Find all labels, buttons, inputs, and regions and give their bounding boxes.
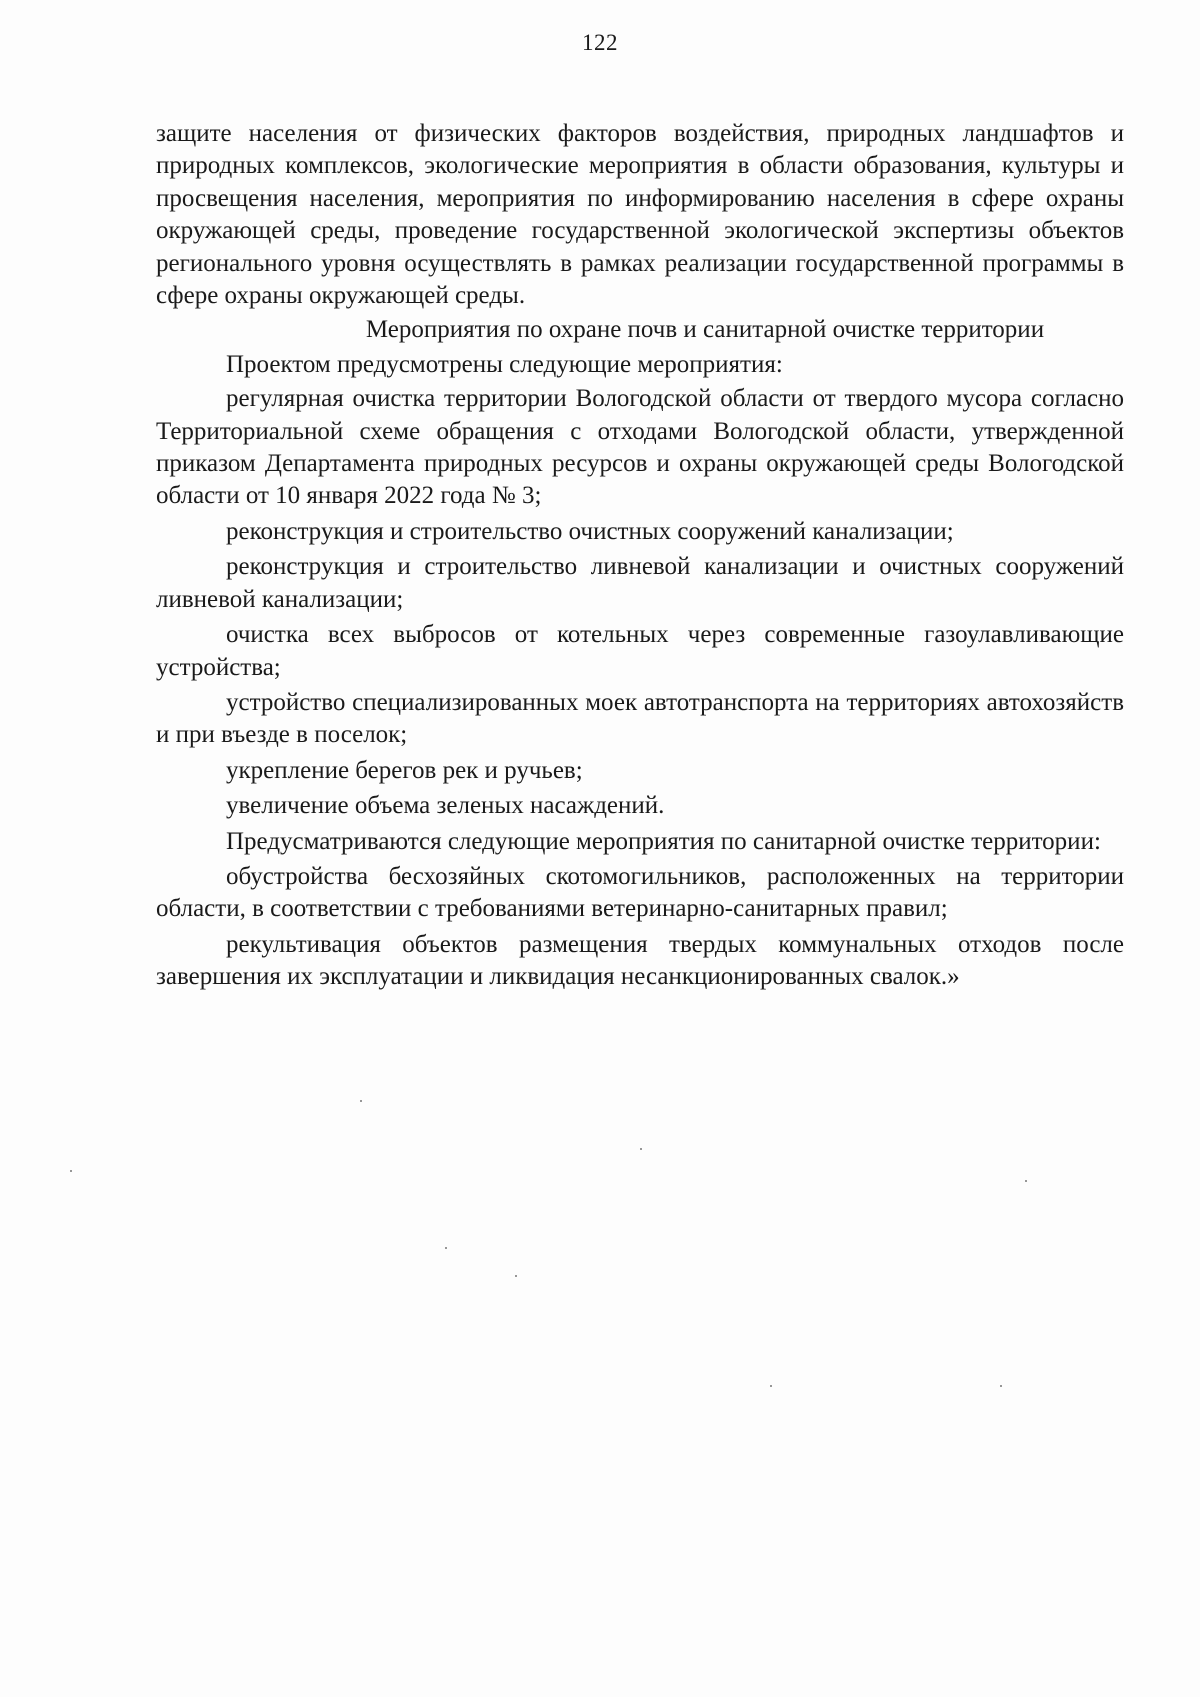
scan-speck [770, 1385, 772, 1387]
list-item: регулярная очистка территории Вологодской области от твердого мусора согласно Территориальной схеме обращения с отходами Вологодской области, утвержденной приказом Департамента природных ресурсов и охраны окружающей среды Вологодской области от 10 января 2022 года № 3; [156, 385, 1124, 510]
list-item: обустройства бесхозяйных скотомогильников, расположенных на территории области, в соответствии с требованиями ветеринарно-санитарных правил; [156, 862, 1124, 923]
list-item: укрепление берегов рек и ручьев; [226, 756, 583, 784]
scan-speck [515, 1275, 517, 1277]
scan-speck [360, 1100, 362, 1102]
section-heading: Мероприятия по охране почв и санитарной очистке территории [365, 316, 1045, 344]
page-number: 122 [582, 30, 618, 55]
paragraph-intro-continuation: защите населения от физических факторов воздействия, природных ландшафтов и природных комплексов, экологические мероприятия в области образования, культуры и просвещения населения, мероприятия по информированию населения в сфере охраны окружающей среды, проведение государственной экологической экспертизы объектов регионального уровня осуществлять в рамках реализации государственной программы в сфере охраны окружающей среды. [156, 120, 1124, 310]
document-body [156, 118, 1124, 996]
scan-speck [445, 1247, 447, 1249]
paragraph-sanitary-measures: Предусматриваются следующие мероприятия по санитарной очистке территории: [226, 827, 1101, 855]
list-item: реконструкция и строительство ливневой канализации и очистных сооружений ливневой канализации; [156, 553, 1124, 613]
scan-speck [70, 1170, 72, 1172]
list-item: увеличение объема зеленых насаждений. [226, 792, 665, 820]
scan-speck [640, 1148, 642, 1150]
paragraph-project-measures: Проектом предусмотрены следующие мероприятия: [226, 350, 783, 378]
list-item: устройство специализированных моек автотранспорта на территориях автохозяйств и при въезде в поселок; [156, 688, 1124, 749]
list-item: реконструкция и строительство очистных сооружений канализации; [226, 517, 954, 545]
list-item: рекультивация объектов размещения твердых коммунальных отходов после завершения их эксплуатации и ликвидация несанкционированных свалок.» [156, 930, 1124, 991]
scan-speck [1025, 1180, 1027, 1182]
list-item: очистка всех выбросов от котельных через современные газоулавливающие устройства; [156, 621, 1124, 681]
scan-speck [1000, 1385, 1002, 1387]
